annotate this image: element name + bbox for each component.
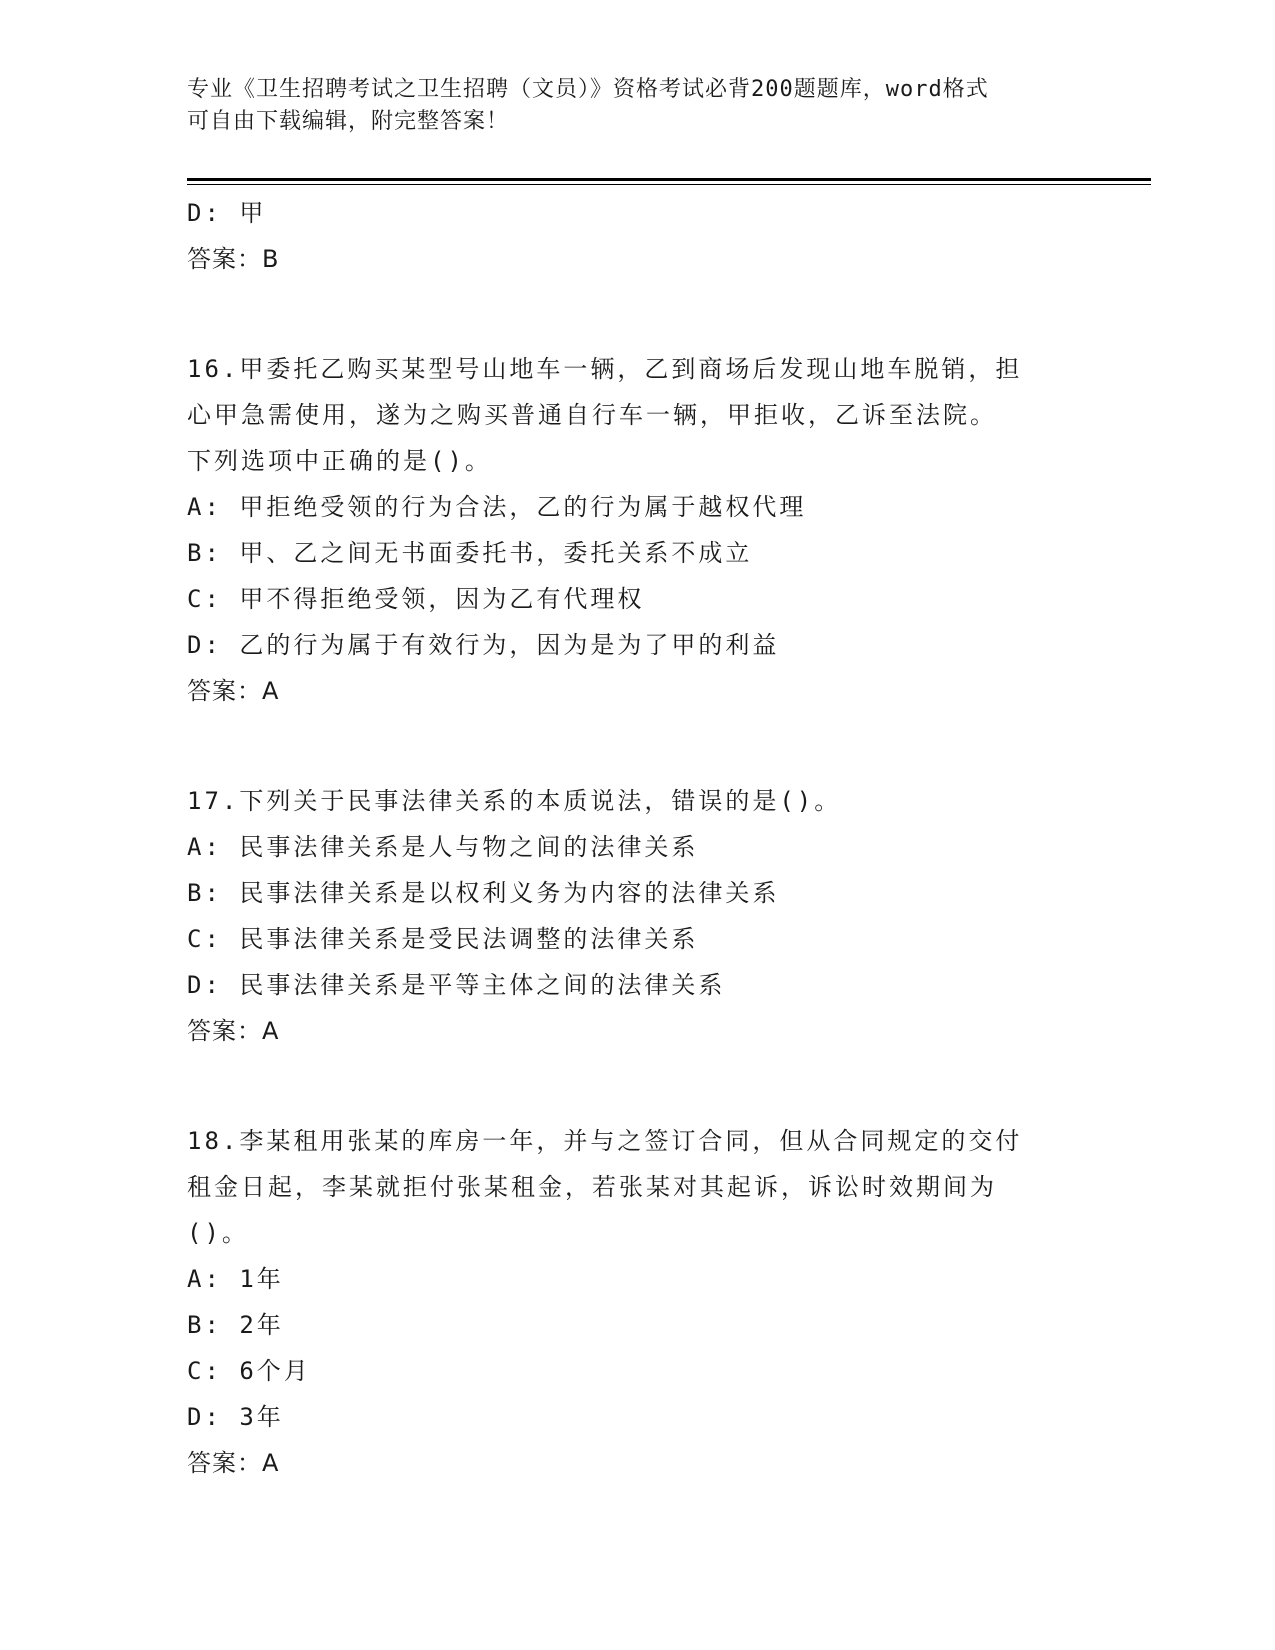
answer-line: 答案：A — [187, 1017, 280, 1045]
question-16 — [187, 346, 1087, 714]
question-text-line: 租金日起，李某就拒付张某租金，若张某对其起诉，诉讼时效期间为 — [187, 1173, 997, 1201]
question-text-line: 18.李某租用张某的库房一年，并与之签订合同，但从合同规定的交付 — [187, 1127, 1023, 1155]
question-text-line: 16.甲委托乙购买某型号山地车一辆，乙到商场后发现山地车脱销，担 — [187, 355, 1023, 383]
header-divider-thin — [187, 184, 1151, 185]
question-text-line: 心甲急需使用，遂为之购买普通自行车一辆，甲拒收，乙诉至法院。 — [187, 401, 997, 429]
option-a: A: 民事法律关系是人与物之间的法律关系 — [187, 833, 699, 861]
option-d: D: 民事法律关系是平等主体之间的法律关系 — [187, 971, 726, 999]
question-text-line: 下列选项中正确的是()。 — [187, 447, 492, 475]
option-b: B: 甲、乙之间无书面委托书，委托关系不成立 — [187, 539, 753, 567]
previous-question-tail — [187, 190, 1087, 282]
header-divider-thick — [187, 178, 1151, 181]
question-content — [187, 190, 1087, 1486]
header-line-2: 可自由下载编辑，附完整答案！ — [187, 109, 510, 134]
answer-line: 答案：B — [187, 245, 280, 273]
question-17 — [187, 778, 1087, 1054]
answer-line: 答案：A — [187, 677, 280, 705]
option-d: D: 3年 — [187, 1403, 284, 1431]
document-header — [187, 74, 1087, 138]
option-d: D: 乙的行为属于有效行为，因为是为了甲的利益 — [187, 631, 780, 659]
option-b: B: 民事法律关系是以权利义务为内容的法律关系 — [187, 879, 780, 907]
question-18 — [187, 1118, 1087, 1486]
option-d: D: 甲 — [187, 199, 267, 227]
header-line-1: 专业《卫生招聘考试之卫生招聘（文员）》资格考试必背200题题库，word格式 — [187, 77, 989, 102]
answer-line: 答案：A — [187, 1449, 280, 1477]
option-a: A: 1年 — [187, 1265, 284, 1293]
option-c: C: 甲不得拒绝受领，因为乙有代理权 — [187, 585, 645, 613]
option-b: B: 2年 — [187, 1311, 284, 1339]
option-c: C: 民事法律关系是受民法调整的法律关系 — [187, 925, 699, 953]
question-text-line: 17.下列关于民事法律关系的本质说法，错误的是()。 — [187, 787, 842, 815]
option-a: A: 甲拒绝受领的行为合法，乙的行为属于越权代理 — [187, 493, 807, 521]
question-text-line: ()。 — [187, 1219, 249, 1247]
option-c: C: 6个月 — [187, 1357, 311, 1385]
